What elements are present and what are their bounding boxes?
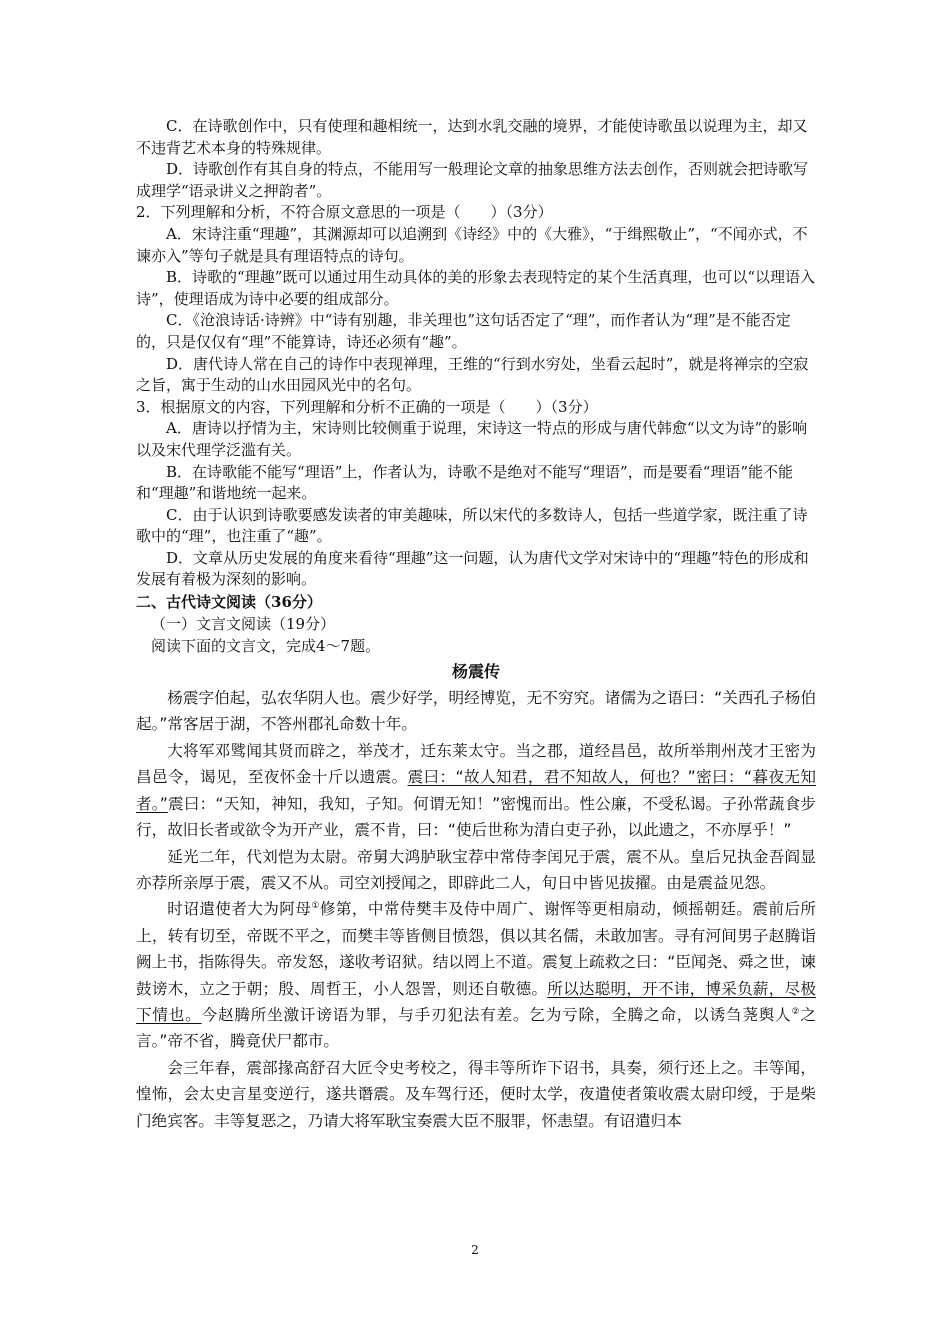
- q2-option-d: D．唐代诗人常在自己的诗作中表现禅理，王维的“行到水穷处，坐看云起时”，就是将禅宗的空寂之旨，寓于生动的山水田园风光中的名句。: [136, 354, 809, 395]
- q3-stem: 3．根据原文的内容，下列理解和分析不正确的一项是（ ）（3分）: [136, 397, 598, 416]
- footnote-marker: ①: [311, 901, 320, 912]
- section-heading: 二、古代诗文阅读（36分）: [136, 593, 322, 612]
- underlined-sentence: 震曰：“故人知君，君不知故人，何也？”密曰：“暮夜无知者。”: [136, 768, 816, 813]
- passage-paragraph-1: 杨震字伯起，弘农华阴人也。震少好学，明经博览，无不穷究。诸儒为之语曰：“关西孔子杨伯起。”常客居于湖，不答州郡礼命数十年。: [136, 689, 816, 734]
- passage-paragraph-3: 延光二年，代刘恺为太尉。帝舅大鸿胪耿宝荐中常侍李闰兄于震，震不从。皇后兄执金吾阎显亦荐所亲厚于震，震又不从。司空刘授闻之，即辟此二人，旬日中皆见拔擢。由是震益见怨。: [136, 847, 816, 892]
- passage-text: 之言。”帝不省，腾竟伏尸都市。: [136, 1005, 816, 1051]
- document-page: [136, 116, 816, 1134]
- q2-option-a: A．宋诗注重“理趣”，其渊源却可以追溯到《诗经》中的《大雅》，“于缉熙敬止”，“不闻亦式，不谏亦入”等句子就是具有理语特点的诗句。: [136, 224, 808, 265]
- q2-option-c: C．《沧浪诗话·诗辨》中“诗有别趣，非关理也”这句话否定了“理”，而作者认为“理”是不能否定的，只是仅仅有“理”不能算诗，诗还必须有“趣”。: [136, 311, 791, 351]
- passage-text: 大将军邓骘闻其贤而辟之，举茂才，迁东莱太守。当之郡，道经昌邑，故所举荆州茂才王密为昌邑令，谒见，至夜怀金十斤以遗震。: [136, 741, 816, 787]
- q3-option-a: A．唐诗以抒情为主，宋诗则比较侧重于说理，宋诗这一特点的形成与唐代韩愈“以文为诗”的影响以及宋代理学泛滥有关。: [136, 419, 808, 459]
- q1-option-d: D．诗歌创作有其自身的特点，不能用写一般理论文章的抽象思维方法去创作，否则就会把诗歌写成理学“语录讲义之押韵者”。: [136, 160, 809, 200]
- subsection-heading: （一）文言文阅读（19分）: [151, 615, 336, 634]
- passage-text: 时诏遣使者大为阿母: [167, 900, 312, 919]
- passage-text: 今赵腾所坐激讦谤语为罪，与手刃犯法有差。乞为亏除，全腾之命，以诱刍荛舆人: [201, 1005, 792, 1024]
- footnote-marker: ②: [791, 1006, 801, 1017]
- q3-option-d: D．文章从历史发展的角度来看待“理趣”这一问题，认为唐代文学对宋诗中的“理趣”特色的形成和发展有着极为深刻的影响。: [136, 548, 809, 589]
- page-number: 2: [471, 1243, 479, 1257]
- reading-instruction: 阅读下面的文言文，完成4～7题。: [151, 637, 381, 656]
- passage-paragraph-5: 会三年春，震部掾高舒召大匠令史考校之，得丰等所诈下诏书，具奏，须行还上之。丰等闻，惶怖，会太史言星变逆行，遂共谮震。及车驾行还，便时太学，夜遣使者策收震太尉印绶，于是柴门绝宾客。丰等复恶之，乃请大将军耿宝奏震大臣不服罪，怀恚望。有诏遣归本: [136, 1058, 816, 1130]
- passage-paragraph-2: [136, 738, 816, 844]
- passage-text: 震曰：“天知，神知，我知，子知。何谓无知！”密愧而出。性公廉，不受私谒。子孙常蔬食步行，故旧长者或欲令为开产业，震不肯，曰：“使后世称为清白吏子孙，以此遗之，不亦厚乎！”: [136, 794, 816, 840]
- q2-stem: 2．下列理解和分析，不符合原文意思的一项是（ ）（3分）: [136, 203, 553, 222]
- q3-option-c: C．由于认识到诗歌要感发读者的审美趣味，所以宋代的多数诗人，包括一些道学家，既注重了诗歌中的“理”，也注重了“趣”。: [136, 505, 808, 546]
- q3-option-b: B．在诗歌能不能写“理语”上，作者认为，诗歌不是绝对不能写“理语”，而是要看“理语”能不能和“理趣”和谐地统一起来。: [136, 462, 794, 503]
- q1-option-c: C．在诗歌创作中，只有使理和趣相统一，达到水乳交融的境界，才能使诗歌虽以说理为主，却又不违背艺术本身的特殊规律。: [136, 117, 808, 157]
- passage-title: 杨震传: [451, 662, 500, 682]
- underlined-sentence: 所以达聪明，开不讳，博采负薪，尽极下情也。: [136, 979, 816, 1024]
- q2-option-b: B．诗歌的“理趣”既可以通过用生动具体的美的形象去表现特定的某个生活真理，也可以“以理语入诗”，使理语成为诗中必要的组成部分。: [136, 268, 816, 308]
- passage-text: 修第，中常侍樊丰及侍中周广、谢恽等更相扇动，倾摇朝廷。震前后所上，转有切至，帝既不平之，而樊丰等皆侧目愤怨，俱以其名儒，未敢加害。寻有河间男子赵腾诣阙上书，指陈得失。帝发怒，遂收考诏狱。结以罔上不道。震复上疏救之曰：“臣闻尧、舜之世，谏鼓谤木，立之于朝；殷、周哲王，小人怨詈，则还自敬德。: [136, 900, 816, 998]
- passage-paragraph-4: [136, 896, 816, 1054]
